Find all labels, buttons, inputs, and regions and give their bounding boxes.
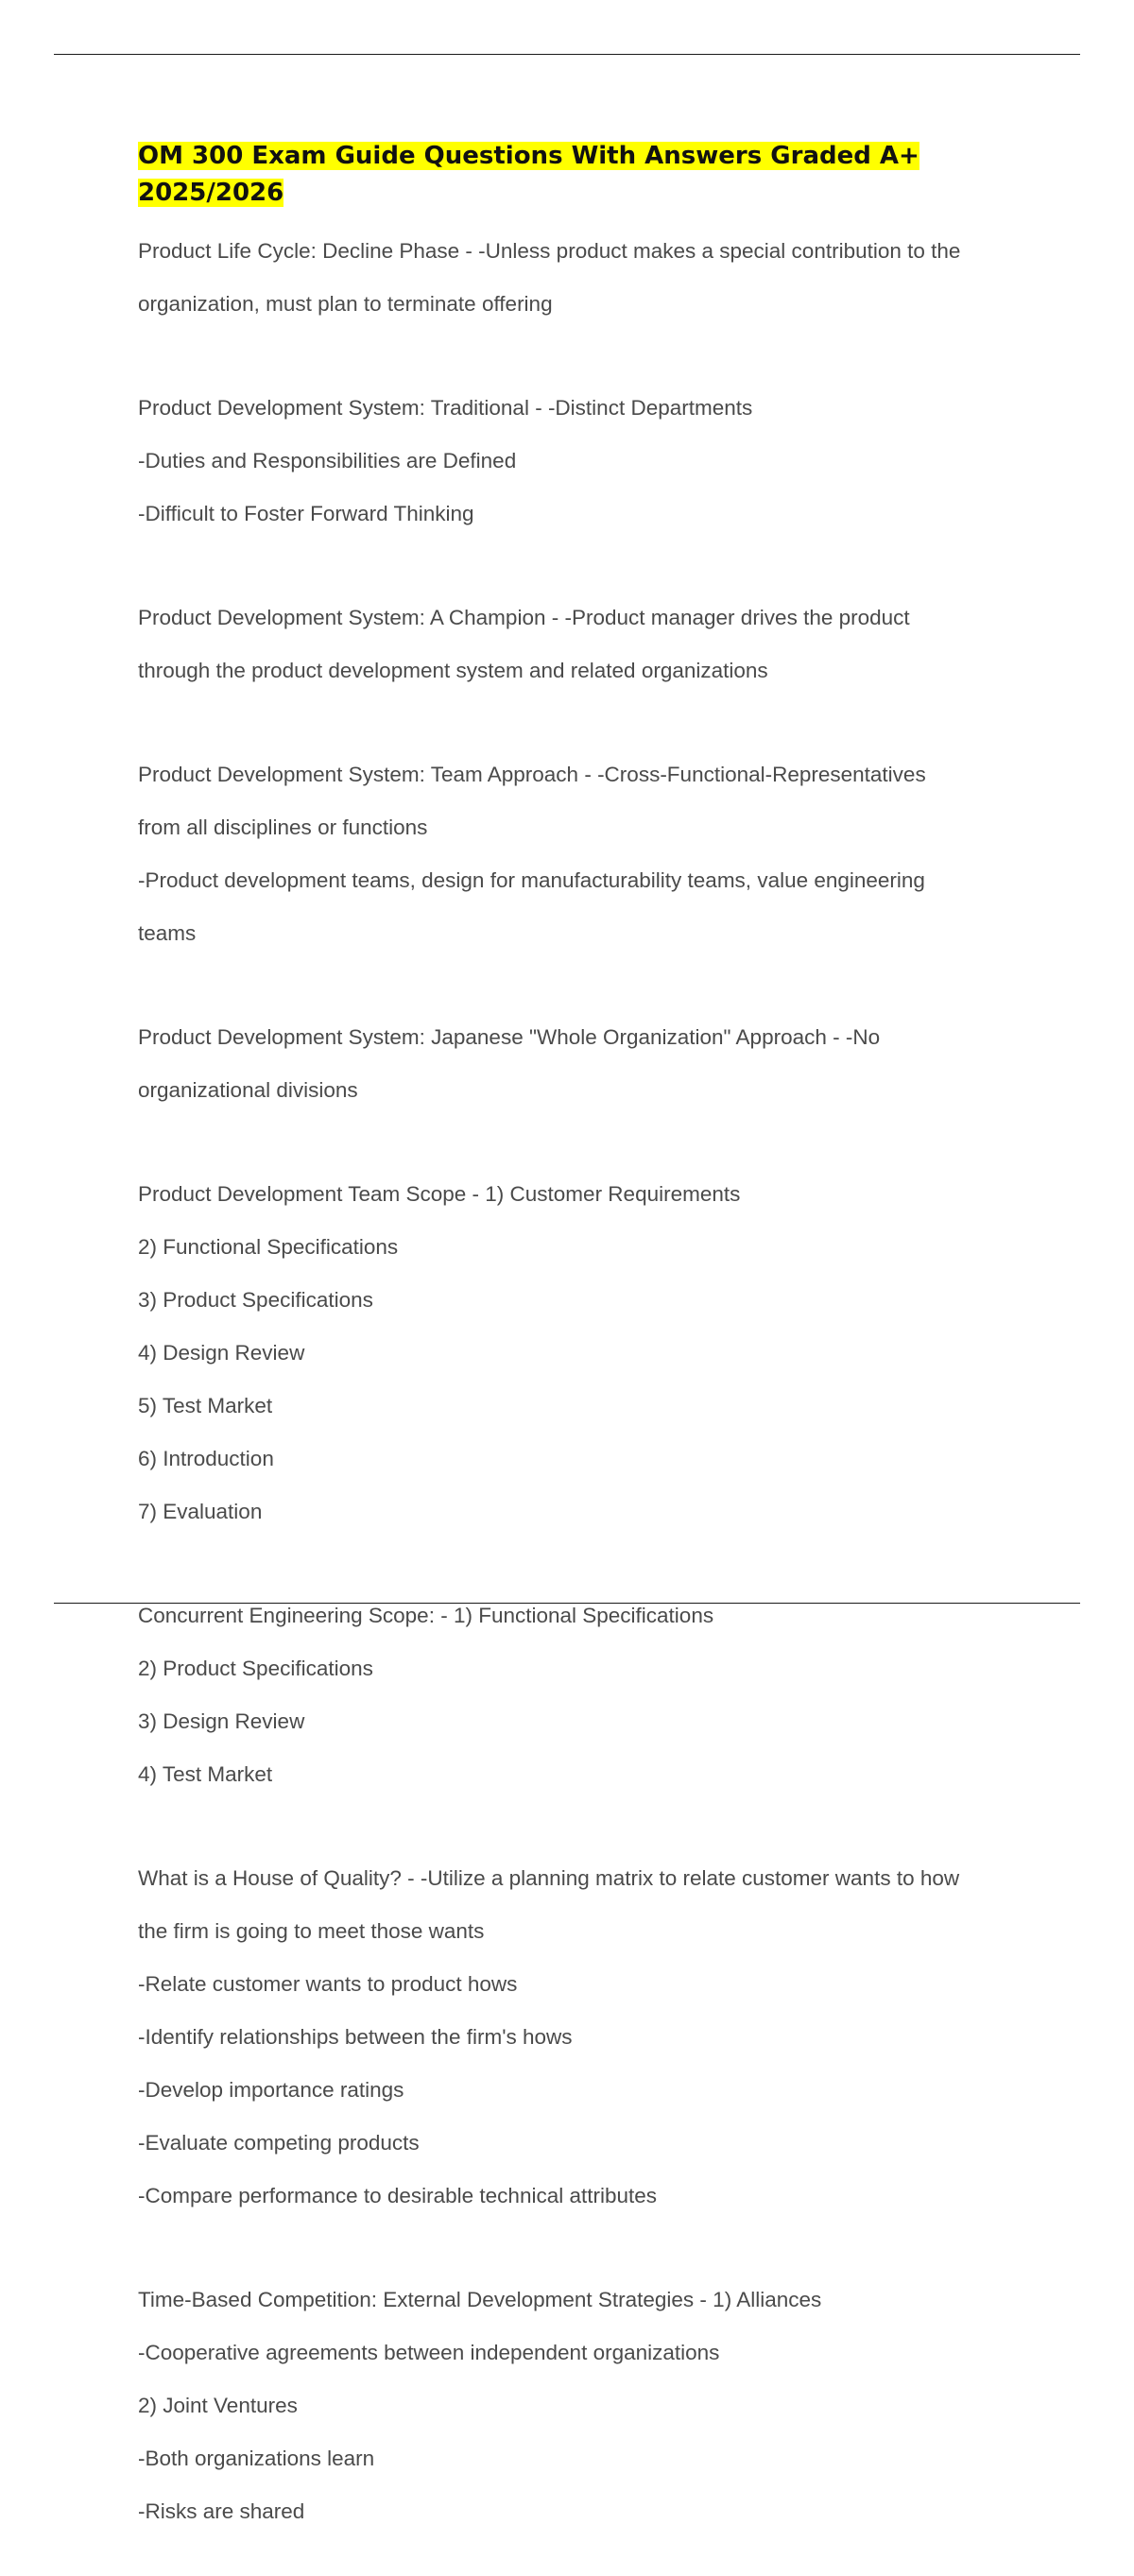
qa-line: -Develop importance ratings: [138, 2078, 404, 2102]
qa-line: 4) Design Review: [138, 1341, 305, 1365]
document-title: [138, 138, 1045, 212]
bottom-rule: [54, 1603, 1080, 1604]
qa-entry-3: [138, 578, 1045, 711]
document-body: [138, 138, 1045, 2576]
qa-line: 2) Functional Specifications: [138, 1235, 399, 1259]
qa-line: 7) Evaluation: [138, 1500, 263, 1523]
qa-line: teams: [138, 921, 197, 945]
qa-line: Time-Based Competition: External Development Strategies - 1) Alliances: [138, 2288, 822, 2311]
qa-line: -Cooperative agreements between independent organizations: [138, 2341, 720, 2364]
qa-entry-9: [138, 2260, 1045, 2551]
qa-line: -Evaluate competing products: [138, 2131, 420, 2155]
qa-list: [138, 212, 1045, 2551]
qa-entry-4: [138, 735, 1045, 973]
qa-line: Concurrent Engineering Scope: - 1) Functional Specifications: [138, 1604, 714, 1627]
qa-line: from all disciplines or functions: [138, 816, 428, 839]
title-line-1: OM 300 Exam Guide Questions With Answers Graded A+: [138, 142, 919, 170]
qa-line: -Compare performance to desirable technical attributes: [138, 2184, 658, 2207]
qa-line: the firm is going to meet those wants: [138, 1919, 485, 1943]
qa-line: -Both organizations learn: [138, 2447, 375, 2470]
title-line-2: 2025/2026: [138, 179, 284, 207]
qa-line: 2) Product Specifications: [138, 1657, 373, 1680]
qa-line: 4) Test Market: [138, 1762, 273, 1786]
qa-entry-7: [138, 1576, 1045, 1814]
qa-line: Product Development Team Scope - 1) Customer Requirements: [138, 1182, 741, 1206]
top-rule: [54, 54, 1080, 55]
qa-line: -Relate customer wants to product hows: [138, 1972, 518, 1996]
qa-line: organization, must plan to terminate offering: [138, 292, 553, 316]
qa-line: Product Life Cycle: Decline Phase - -Unless product makes a special contribution to the: [138, 239, 961, 263]
qa-line: Product Development System: Traditional - -Distinct Departments: [138, 396, 753, 420]
qa-line: -Identify relationships between the firm's hows: [138, 2025, 573, 2049]
qa-line: -Duties and Responsibilities are Defined: [138, 449, 517, 472]
qa-entry-1: [138, 212, 1045, 344]
qa-line: Product Development System: Team Approach - -Cross-Functional-Representatives: [138, 763, 926, 786]
qa-line: 3) Design Review: [138, 1709, 305, 1733]
qa-line: Product Development System: A Champion - -Product manager drives the product: [138, 606, 910, 629]
qa-line: 3) Product Specifications: [138, 1288, 373, 1312]
qa-line: through the product development system and related organizations: [138, 659, 768, 682]
qa-line: What is a House of Quality? - -Utilize a planning matrix to relate customer wants to how: [138, 1866, 960, 1890]
qa-entry-2: [138, 369, 1045, 554]
qa-line: 5) Test Market: [138, 1394, 273, 1417]
qa-line: -Risks are shared: [138, 2499, 305, 2523]
qa-line: -Product development teams, design for manufacturability teams, value engineering: [138, 868, 925, 892]
qa-line: 6) Introduction: [138, 1447, 274, 1470]
qa-entry-6: [138, 1155, 1045, 1552]
qa-entry-5: [138, 998, 1045, 1130]
qa-line: organizational divisions: [138, 1078, 358, 1102]
qa-entry-8: [138, 1839, 1045, 2236]
qa-line: Product Development System: Japanese "Whole Organization" Approach - -No: [138, 1025, 881, 1049]
qa-line: 2) Joint Ventures: [138, 2394, 298, 2417]
qa-line: -Difficult to Foster Forward Thinking: [138, 502, 474, 525]
